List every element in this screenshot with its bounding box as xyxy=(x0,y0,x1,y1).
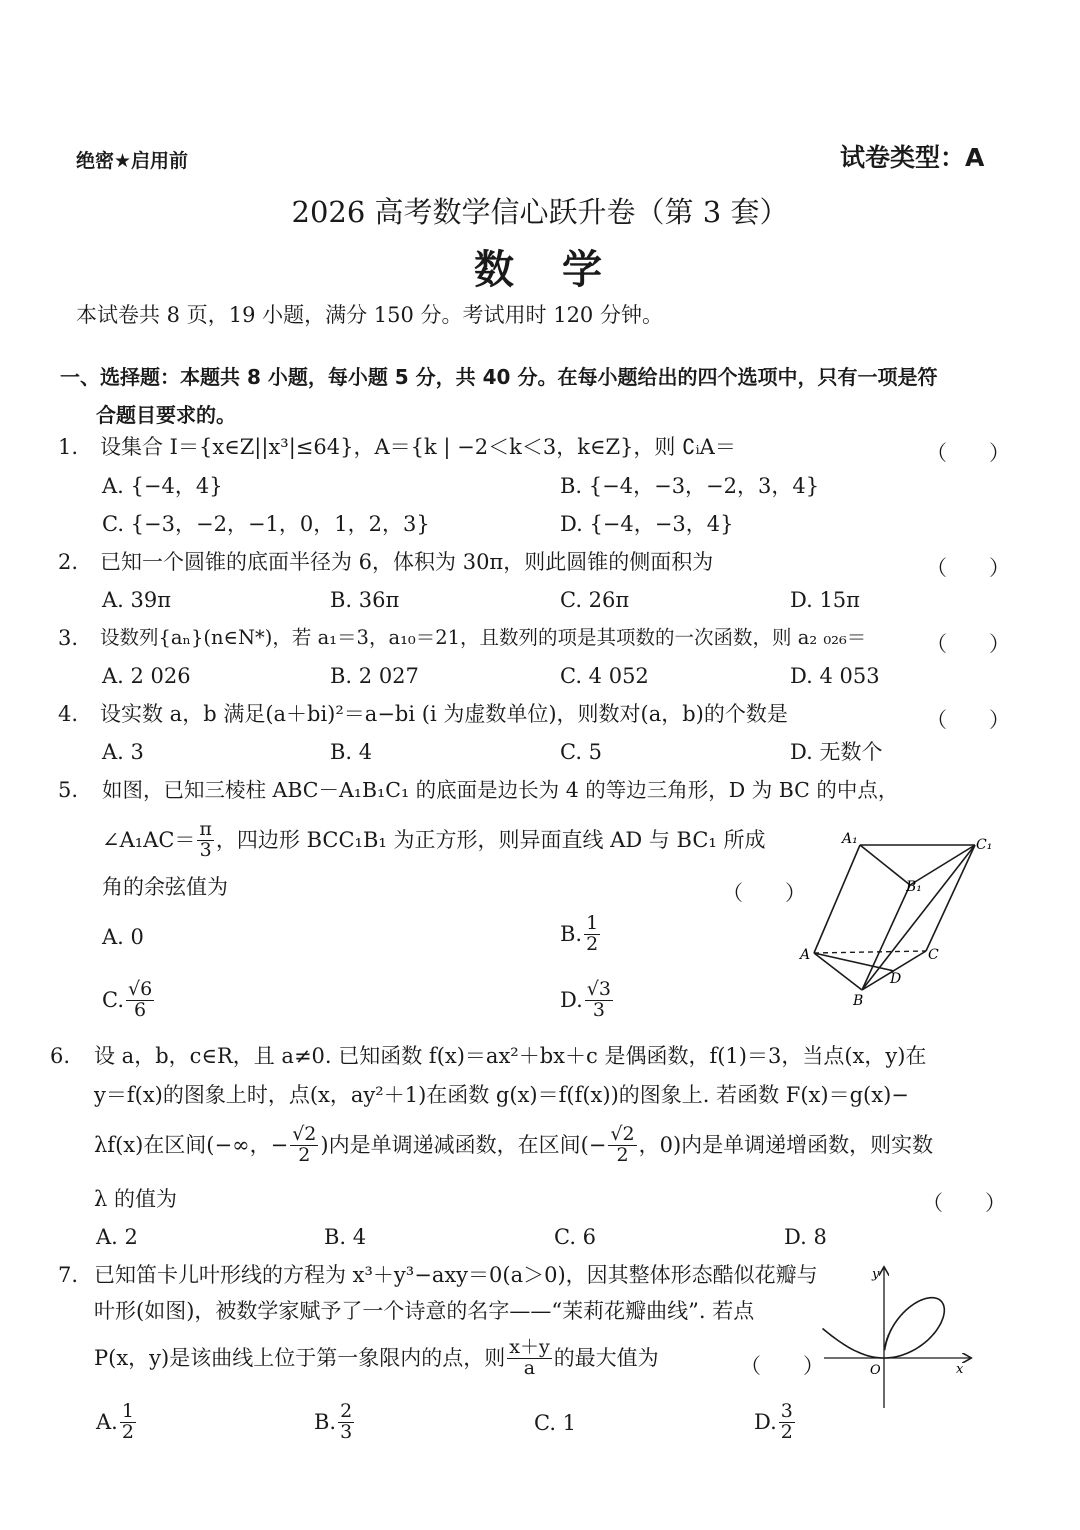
q7-option-b-label: B. xyxy=(314,1409,337,1434)
q5-label-a: A xyxy=(800,947,811,963)
q2-option-a[interactable]: A. 39π xyxy=(102,588,172,612)
q5-angle-fraction: $\frac{\pi}{3}$ xyxy=(199,818,212,861)
section1-heading-line1: 一、选择题：本题共 8 小题，每小题 5 分，共 40 分。在每小题给出的四个选项中，只有一项是符 xyxy=(60,365,938,389)
q7-stem-line1: 已知笛卡儿叶形线的方程为 x³＋y³−axy＝0(a＞0)，因其整体形态酷似花瓣与 xyxy=(94,1263,818,1287)
subject-title: 数 学 xyxy=(474,247,606,293)
q4-answer-blank[interactable]: （ ） xyxy=(926,708,1010,732)
q5-label-c1: C₁ xyxy=(976,837,993,853)
q7-ratio-fraction: $\frac{x+y}{a}$ xyxy=(509,1336,550,1379)
q3-answer-blank[interactable]: （ ） xyxy=(926,632,1010,656)
q5-option-d[interactable] xyxy=(560,980,615,1021)
q1-option-b[interactable]: B. {−4，−3，−2，3，4} xyxy=(560,474,820,498)
q5-stem-line2-rest: ，四边形 BCC₁B₁ 为正方形，则异面直线 AD 与 BC₁ 所成 xyxy=(215,827,766,852)
q6-number: 6. xyxy=(50,1044,71,1068)
q5-option-b-label: B. xyxy=(560,921,583,946)
q3-option-d[interactable]: D. 4 053 xyxy=(790,664,880,688)
q1-answer-blank[interactable]: （ ） xyxy=(926,441,1010,465)
q5-option-c[interactable] xyxy=(102,980,156,1021)
q3-option-a[interactable]: A. 2 026 xyxy=(102,664,191,688)
q5-label-c: C xyxy=(928,947,939,963)
q4-option-a[interactable]: A. 3 xyxy=(102,740,144,764)
q7-option-a-label: A. xyxy=(96,1409,118,1434)
q6-stem-line3 xyxy=(94,1125,933,1166)
q7-point-text: P(x，y)是该曲线上位于第一象限内的点，则 xyxy=(94,1345,506,1370)
paper-type-label: 试卷类型：A xyxy=(840,143,985,172)
q5-label-d: D xyxy=(890,971,902,987)
q7-answer-blank[interactable]: （ ） xyxy=(740,1354,824,1378)
q2-stem: 已知一个圆锥的底面半径为 6，体积为 30π，则此圆锥的侧面积为 xyxy=(100,550,714,574)
q7-option-d[interactable] xyxy=(754,1402,797,1443)
q4-option-c[interactable]: C. 5 xyxy=(560,740,603,764)
q6-stem-line1: 设 a，b，c∈R，且 a≠0. 已知函数 f(x)＝ax²＋bx＋c 是偶函数，f(1)＝3，当点(x，y)在 xyxy=(94,1044,927,1068)
q6-answer-blank[interactable]: （ ） xyxy=(922,1191,1006,1215)
q5-option-a[interactable]: A. 0 xyxy=(102,925,144,949)
q5-stem-line2 xyxy=(102,820,766,861)
paper-title: 2026 高考数学信心跃升卷（第 3 套） xyxy=(291,195,789,229)
q5-number: 5. xyxy=(58,778,79,802)
q5-angle-text: ∠A₁AC＝ xyxy=(102,827,196,852)
q3-option-b[interactable]: B. 2 027 xyxy=(330,664,419,688)
q2-number: 2. xyxy=(58,550,79,574)
q6-interval1-text: λf(x)在区间(−∞，− xyxy=(94,1132,289,1157)
q7-option-d-label: D. xyxy=(754,1409,777,1434)
q5-option-c-fraction: $\frac{√6}{6}$ xyxy=(128,978,153,1021)
q2-answer-blank[interactable]: （ ） xyxy=(926,556,1010,580)
q6-interval2-text: )内是单调递减函数，在区间(− xyxy=(320,1132,607,1157)
q1-number: 1. xyxy=(58,435,79,459)
q6-option-d[interactable]: D. 8 xyxy=(784,1225,827,1249)
q7-stem-line2: 叶形(如图)，被数学家赋予了一个诗意的名字——“茉莉花瓣曲线”. 若点 xyxy=(94,1299,755,1323)
q2-option-b[interactable]: B. 36π xyxy=(330,588,400,612)
q5-stem-line1: 如图，已知三棱柱 ABC－A₁B₁C₁ 的底面是边长为 4 的等边三角形，D 为 BC 的中点， xyxy=(102,778,899,802)
q1-option-a[interactable]: A. {−4，4} xyxy=(102,474,223,498)
q1-stem: 设集合 I＝{x∈Z||x³|≤64}，A＝{k | −2＜k＜3，k∈Z}，则 ∁ᵢA＝ xyxy=(100,435,736,459)
q7-label-y: y xyxy=(872,1267,880,1282)
q7-option-b[interactable] xyxy=(314,1402,356,1443)
q7-folium-figure xyxy=(820,1262,980,1412)
secret-label: 绝密★启用前 xyxy=(76,150,189,172)
q2-option-c[interactable]: C. 26π xyxy=(560,588,630,612)
q5-stem-line3: 角的余弦值为 xyxy=(102,875,228,899)
q6-fraction-1: $\frac{√2}{2}$ xyxy=(292,1123,317,1166)
q7-label-x: x xyxy=(956,1362,964,1377)
q6-stem-line3-rest: ，0)内是单调递增函数，则实数 xyxy=(638,1132,934,1157)
paper-info: 本试卷共 8 页，19 小题，满分 150 分。考试用时 120 分钟。 xyxy=(76,303,663,327)
q5-option-d-label: D. xyxy=(560,987,583,1012)
q4-option-d[interactable]: D. 无数个 xyxy=(790,740,883,764)
q6-stem-line2: y＝f(x)的图象上时，点(x，ay²＋1)在函数 g(x)＝f(f(x))的图象上. 若函数 F(x)＝g(x)− xyxy=(94,1083,909,1107)
section1-heading-line2: 合题目要求的。 xyxy=(96,403,236,427)
q5-option-c-label: C. xyxy=(102,987,124,1012)
q2-option-d[interactable]: D. 15π xyxy=(790,588,860,612)
q1-option-d[interactable]: D. {−4，−3，4} xyxy=(560,512,734,536)
q7-option-a-fraction: $\frac{1}{2}$ xyxy=(121,1400,134,1443)
q4-stem: 设实数 a，b 满足(a＋bi)²＝a−bi (i 为虚数单位)，则数对(a，b)的个数是 xyxy=(100,702,788,726)
q3-number: 3. xyxy=(58,626,79,650)
q1-option-c[interactable]: C. {−3，−2，−1，0，1，2，3} xyxy=(102,512,430,536)
q5-option-b-fraction: $\frac{1}{2}$ xyxy=(586,912,599,955)
q7-option-c[interactable]: C. 1 xyxy=(534,1411,577,1435)
q6-option-a[interactable]: A. 2 xyxy=(96,1225,138,1249)
q5-prism-figure xyxy=(790,825,1000,1010)
q3-option-c[interactable]: C. 4 052 xyxy=(560,664,649,688)
q6-stem-line4: λ 的值为 xyxy=(94,1187,177,1211)
q4-number: 4. xyxy=(58,702,79,726)
q3-stem: 设数列{aₙ}(n∈N*)，若 a₁＝3，a₁₀＝21，且数列的项是其项数的一次函数，则 a₂ ₀₂₆＝ xyxy=(100,626,867,649)
q7-option-d-fraction: $\frac{3}{2}$ xyxy=(780,1400,793,1443)
q7-number: 7. xyxy=(58,1263,79,1287)
q5-answer-blank[interactable]: （ ） xyxy=(722,881,806,905)
q5-label-b: B xyxy=(853,993,864,1009)
q7-stem-line3 xyxy=(94,1338,659,1379)
q5-label-b1: B₁ xyxy=(906,879,922,895)
q4-option-b[interactable]: B. 4 xyxy=(330,740,373,764)
q6-fraction-2: $\frac{√2}{2}$ xyxy=(610,1123,635,1166)
q6-option-c[interactable]: C. 6 xyxy=(554,1225,597,1249)
q7-max-text: 的最大值为 xyxy=(553,1345,659,1370)
q5-prism-hidden-edge xyxy=(814,951,926,953)
q5-option-d-fraction: $\frac{√3}{3}$ xyxy=(586,978,611,1021)
q7-label-origin: O xyxy=(870,1363,881,1378)
q5-option-b[interactable] xyxy=(560,914,602,955)
q6-option-b[interactable]: B. 4 xyxy=(324,1225,367,1249)
q7-option-a[interactable] xyxy=(96,1402,138,1443)
q7-option-b-fraction: $\frac{2}{3}$ xyxy=(340,1400,353,1443)
q5-label-a1: A₁ xyxy=(842,831,858,847)
